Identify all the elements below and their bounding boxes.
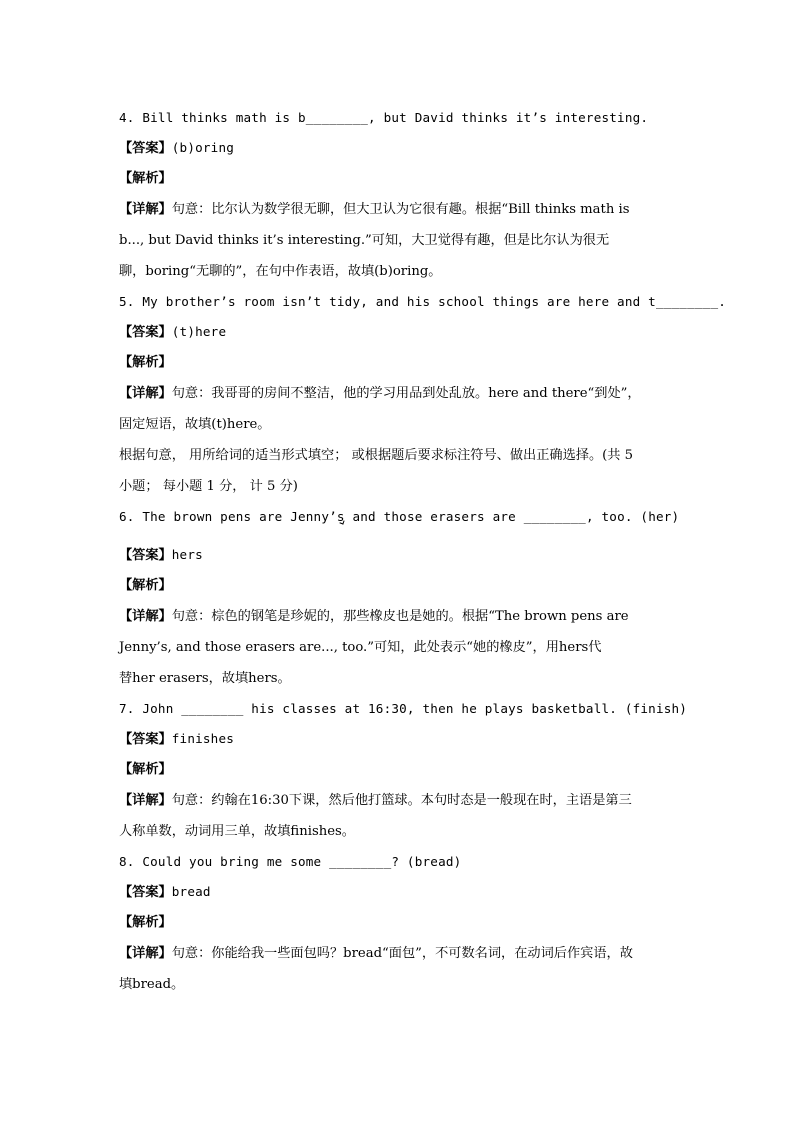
detail-label: 【详解】	[119, 793, 172, 808]
answer-label: 【答案】	[119, 732, 172, 747]
answer-value: finishes	[171, 731, 235, 746]
detail-text: 句意：你能给我一些面包吗？bread“面包”，不可数名词，在动词后作宾语，故	[171, 946, 633, 961]
answer-value: (b)oring	[171, 140, 235, 155]
question-text: 6. The brown pens are Jenny’	[119, 509, 337, 524]
answer-value: (t)here	[171, 324, 227, 339]
answer-row-6	[119, 539, 679, 570]
question-7: 7. John ________ his classes at 16:30, then he plays basketball. (finish)	[119, 701, 688, 716]
analysis-label: 【解析】	[119, 578, 172, 593]
section-instruction: 小题； 每小题 1 分， 计 5 分)	[119, 479, 298, 494]
answer-label: 【答案】	[119, 325, 172, 340]
detail-label: 【详解】	[119, 386, 172, 401]
detail-text: 句意：棕色的钢笔是珍妮的，那些橡皮也是她的。根据“The brown pens are	[171, 609, 629, 624]
detail-line: 人称单数，动词用三单，故填finishes。	[119, 824, 355, 839]
section-instruction: 根据句意， 用所给词的适当形式填空； 或根据题后要求标注符号、做出正确选择。(共 5	[119, 448, 634, 463]
detail-line	[119, 378, 679, 409]
answer-label: 【答案】	[119, 885, 172, 900]
detail-line: b..., but David thinks it’s interesting.”可知，大卫觉得有趣，但是比尔认为很无	[119, 233, 610, 248]
detail-line: 填bread。	[119, 977, 185, 992]
question-text: s	[337, 502, 345, 531]
answer-label: 【答案】	[119, 548, 172, 563]
detail-line	[119, 194, 679, 225]
question-6	[119, 502, 679, 539]
detail-line: Jenny’s, and those erasers are..., too.”可知，此处表示“她的橡皮”，用hers代	[119, 640, 602, 655]
detail-label: 【详解】	[119, 202, 172, 217]
analysis-label: 【解析】	[119, 915, 172, 930]
detail-line: 聊，boring“无聊的”，在句中作表语，故填(b)oring。	[119, 264, 442, 279]
answer-label: 【答案】	[119, 141, 172, 156]
question-8: 8. Could you bring me some ________? (bread)	[119, 854, 462, 869]
question-text: and those erasers are ________, too. (her)	[344, 509, 680, 524]
answer-row-7	[119, 723, 679, 754]
answer-value: bread	[171, 884, 211, 899]
detail-line: 固定短语，故填(t)here。	[119, 417, 271, 432]
answer-row-8	[119, 876, 679, 907]
detail-label: 【详解】	[119, 946, 172, 961]
analysis-label: 【解析】	[119, 171, 172, 186]
detail-text: 句意：约翰在16:30下课，然后他打篮球。本句时态是一般现在时，主语是第三	[171, 793, 632, 808]
detail-line	[119, 601, 679, 632]
detail-line	[119, 938, 679, 969]
question-4: 4. Bill thinks math is b________, but David thinks it’s interesting.	[119, 110, 649, 125]
document-page	[119, 103, 727, 1000]
detail-text: 句意：我哥哥的房间不整洁，他的学习用品到处乱放。here and there“到处”，	[171, 386, 641, 401]
detail-line: 替her erasers，故填hers。	[119, 671, 291, 686]
detail-line	[119, 785, 679, 816]
analysis-label: 【解析】	[119, 355, 172, 370]
answer-row-4	[119, 132, 679, 163]
detail-label: 【详解】	[119, 609, 172, 624]
answer-row-5	[119, 316, 679, 347]
analysis-label: 【解析】	[119, 762, 172, 777]
question-5: 5. My brother’s room isn’t tidy, and his school things are here and t________.	[119, 294, 727, 309]
answer-value: hers	[171, 547, 203, 562]
detail-text: 句意：比尔认为数学很无聊，但大卫认为它很有趣。根据“Bill thinks math is	[171, 202, 630, 217]
